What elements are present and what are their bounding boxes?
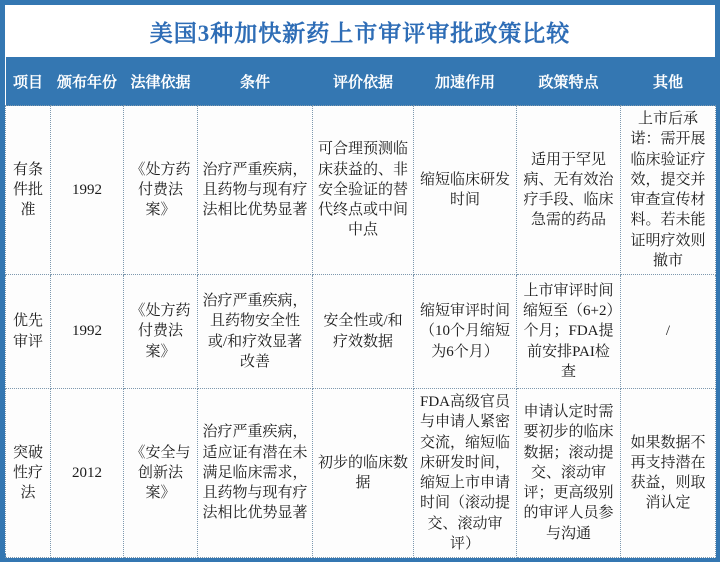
- column-header-project: 项目: [6, 57, 51, 106]
- cell-project: 突破性疗法: [6, 389, 51, 558]
- cell-legal-basis: 《处方药付费法案》: [124, 106, 198, 275]
- column-header-features: 政策特点: [517, 57, 621, 106]
- cell-evaluation-basis: 安全性或/和疗效数据: [313, 275, 414, 389]
- column-header-other: 其他: [621, 57, 716, 106]
- cell-conditions: 治疗严重疾病，且药物安全性或/和疗效显著改善: [198, 275, 313, 389]
- cell-other: 如果数据不再支持潜在获益，则取消认定: [621, 389, 716, 558]
- cell-year: 2012: [51, 389, 124, 558]
- cell-features: 申请认定时需要初步的临床数据；滚动提交、滚动审评；更高级别的审评人员参与沟通: [517, 389, 621, 558]
- cell-legal-basis: 《安全与创新法案》: [124, 389, 198, 558]
- cell-evaluation-basis: 初步的临床数据: [313, 389, 414, 558]
- cell-features: 上市审评时间缩短至（6+2）个月；FDA提前安排PAI检查: [517, 275, 621, 389]
- cell-legal-basis: 《处方药付费法案》: [124, 275, 198, 389]
- column-header-conditions: 条件: [198, 57, 313, 106]
- cell-project: 优先审评: [6, 275, 51, 389]
- cell-acceleration: FDA高级官员与申请人紧密交流，缩短临床研发时间，缩短上市申请时间（滚动提交、滚动审评）: [414, 389, 517, 558]
- cell-features: 适用于罕见病、无有效治疗手段、临床急需的药品: [517, 106, 621, 275]
- policy-table: [5, 57, 716, 558]
- column-header-acceleration: 加速作用: [414, 57, 517, 106]
- column-header-year: 颁布年份: [51, 57, 124, 106]
- title-bar: [5, 5, 715, 57]
- column-header-legal-basis: 法律依据: [124, 57, 198, 106]
- cell-acceleration: 缩短临床研发时间: [414, 106, 517, 275]
- cell-conditions: 治疗严重疾病，且药物与现有疗法相比优势显著: [198, 106, 313, 275]
- cell-acceleration: 缩短审评时间（10个月缩短为6个月）: [414, 275, 517, 389]
- cell-year: 1992: [51, 106, 124, 275]
- header-row: [6, 57, 716, 106]
- table-row-conditional-approval: [6, 106, 716, 275]
- page-title: 美国3种加快新药上市审评审批政策比较: [149, 20, 571, 46]
- cell-project: 有条件批准: [6, 106, 51, 275]
- cell-year: 1992: [51, 275, 124, 389]
- cell-conditions: 治疗严重疾病，适应证有潜在未满足临床需求，且药物与现有疗法相比优势显著: [198, 389, 313, 558]
- cell-other: /: [621, 275, 716, 389]
- cell-other: 上市后承诺：需开展临床验证疗效，提交并审查宣传材料。若未能证明疗效则撤市: [621, 106, 716, 275]
- table-row-breakthrough-therapy: [6, 389, 716, 558]
- column-header-evaluation-basis: 评价依据: [313, 57, 414, 106]
- table-row-priority-review: [6, 275, 716, 389]
- cell-evaluation-basis: 可合理预测临床获益的、非安全验证的替代终点或中间中点: [313, 106, 414, 275]
